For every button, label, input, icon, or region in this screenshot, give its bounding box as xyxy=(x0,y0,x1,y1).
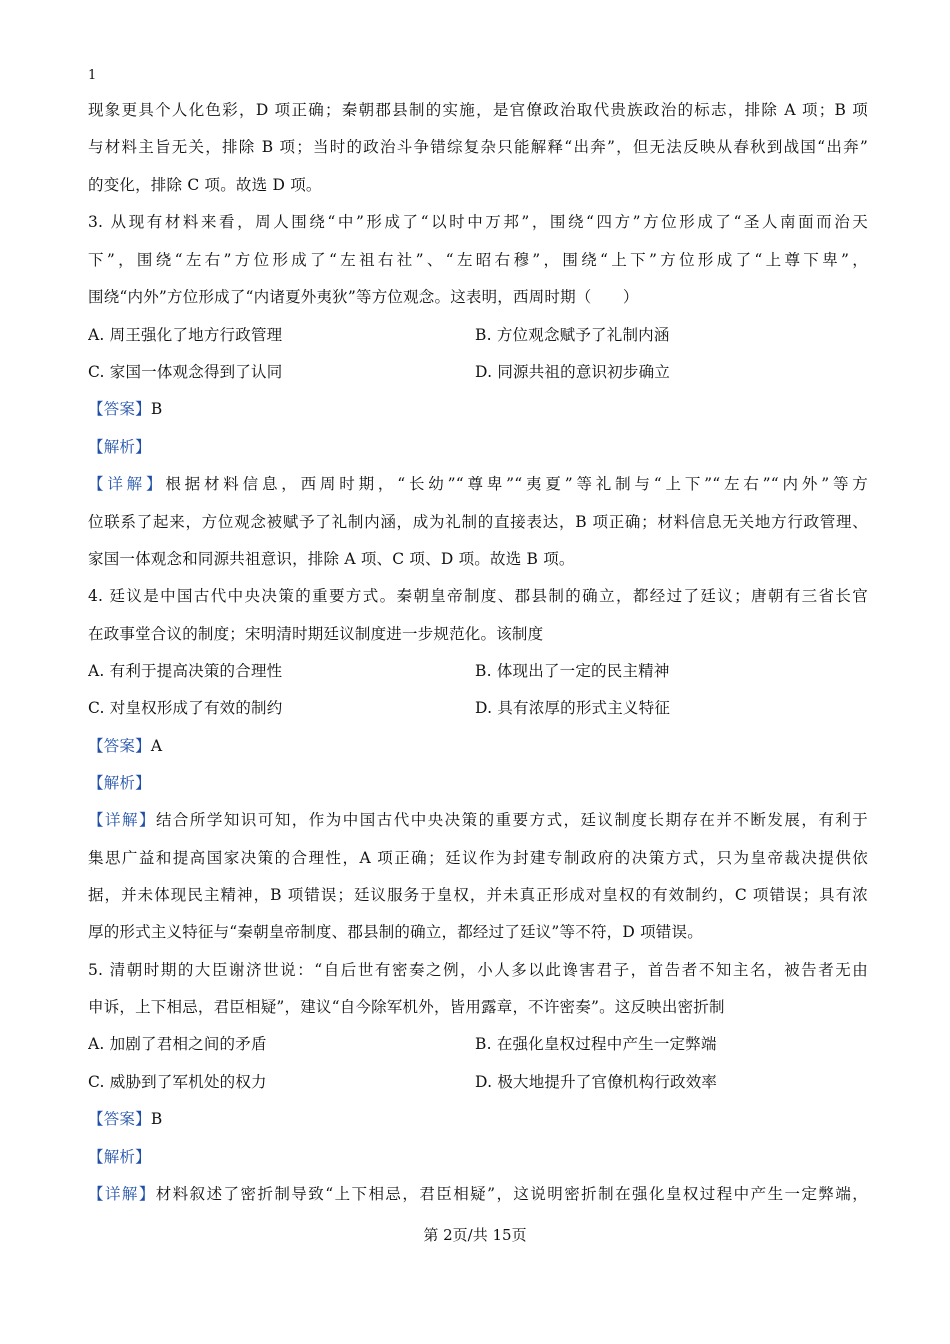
page-marker: 1 xyxy=(88,68,97,83)
detail-text: 材料叙述了密折制导致“上下相忌，君臣相疑”，这说明密折制在强化皇权过程中产生一定弊端， xyxy=(155,1185,868,1203)
detail-tag: 【详解】 xyxy=(88,1185,156,1203)
text-line: 的变化，排除 C 项。故选 D 项。 xyxy=(88,176,322,194)
option-c: C. 威胁到了军机处的权力 xyxy=(88,1073,267,1091)
answer-line xyxy=(88,1107,868,1129)
analysis-tag: 【解析】 xyxy=(88,1148,151,1166)
answer-line xyxy=(88,397,868,419)
answer-value: B xyxy=(150,1110,163,1128)
question-5-stem: 申诉，上下相忌，君臣相疑”，建议“自今除军机外，皆用露章，不许密奏”。这反映出密折制 xyxy=(88,998,725,1016)
option-b: B. 方位观念赋予了礼制内涵 xyxy=(475,326,670,344)
detail-text: 结合所学知识可知，作为中国古代中央决策的重要方式，廷议制度长期存在并不断发展，有利于 xyxy=(155,811,868,829)
detail-line: 家国一体观念和同源共祖意识，排除 A 项、C 项、D 项。故选 B 项。 xyxy=(88,550,575,568)
analysis-tag: 【解析】 xyxy=(88,774,151,792)
option-c: C. 对皇权形成了有效的制约 xyxy=(88,699,283,717)
detail-line xyxy=(88,1182,868,1204)
detail-line: 厚的形式主义特征与“秦朝皇帝制度、郡县制的确立，都经过了廷议”等不符，D 项错误。 xyxy=(88,923,703,941)
question-5-stem: 5. 清朝时期的大臣谢济世说：“自后世有密奏之例，小人多以此谗害君子，首告者不知主名，被告者无由 xyxy=(88,961,868,979)
answer-tag: 【答案】 xyxy=(88,737,151,755)
answer-value: B xyxy=(150,400,163,418)
detail-tag: 【详解】 xyxy=(88,475,166,493)
text-line: 与材料主旨无关，排除 B 项；当时的政治斗争错综复杂只能解释“出奔”，但无法反映从春秋到战国“出奔” xyxy=(88,138,868,156)
question-3-stem: 下”，围绕“左右”方位形成了“左祖右社”、“左昭右穆”，围绕“上下”方位形成了“上尊下卑”， xyxy=(88,251,868,269)
detail-line: 位联系了起来，方位观念被赋予了礼制内涵，成为礼制的直接表达，B 项正确；材料信息无关地方行政管理、 xyxy=(88,513,868,531)
question-3-stem: 3. 从现有材料来看，周人围绕“中”形成了“以时中万邦”，围绕“四方”方位形成了“圣人南面而治天 xyxy=(88,213,868,231)
option-a: A. 周王强化了地方行政管理 xyxy=(88,326,283,344)
option-b: B. 在强化皇权过程中产生一定弊端 xyxy=(475,1035,717,1053)
text-line: 现象更具个人化色彩，D 项正确；秦朝郡县制的实施，是官僚政治取代贵族政治的标志，排除 A 项；B 项 xyxy=(88,101,868,119)
option-c: C. 家国一体观念得到了认同 xyxy=(88,363,283,381)
answer-tag: 【答案】 xyxy=(88,400,151,418)
detail-line: 据，并未体现民主精神，B 项错误；廷议服务于皇权，并未真正形成对皇权的有效制约，C 项错误；具有浓 xyxy=(88,886,868,904)
question-4-stem: 4. 廷议是中国古代中央决策的重要方式。秦朝皇帝制度、郡县制的确立，都经过了廷议；唐朝有三省长官 xyxy=(88,587,868,605)
answer-line xyxy=(88,734,868,756)
page-footer: 第 2页/共 15页 xyxy=(423,1226,527,1244)
option-d: D. 具有浓厚的形式主义特征 xyxy=(475,699,671,717)
detail-line xyxy=(88,472,868,494)
detail-text: 根据材料信息，西周时期，“长幼”“尊卑”“夷夏”等礼制与“上下”“左右”“内外”等方 xyxy=(165,475,868,493)
detail-line xyxy=(88,808,868,830)
option-d: D. 极大地提升了官僚机构行政效率 xyxy=(475,1073,718,1091)
detail-line: 集思广益和提高国家决策的合理性，A 项正确；廷议作为封建专制政府的决策方式，只为皇帝裁决提供依 xyxy=(88,849,868,867)
analysis-tag: 【解析】 xyxy=(88,438,151,456)
detail-tag: 【详解】 xyxy=(88,811,156,829)
option-d: D. 同源共祖的意识初步确立 xyxy=(475,363,671,381)
option-a: A. 有利于提高决策的合理性 xyxy=(88,662,283,680)
question-3-stem: 围绕“内外”方位形成了“内诸夏外夷狄”等方位观念。这表明，西周时期（ ） xyxy=(88,288,639,306)
answer-value: A xyxy=(150,737,163,755)
option-b: B. 体现出了一定的民主精神 xyxy=(475,662,670,680)
answer-tag: 【答案】 xyxy=(88,1110,151,1128)
option-a: A. 加剧了君相之间的矛盾 xyxy=(88,1035,267,1053)
question-4-stem: 在政事堂合议的制度；宋明清时期廷议制度进一步规范化。该制度 xyxy=(88,625,544,643)
